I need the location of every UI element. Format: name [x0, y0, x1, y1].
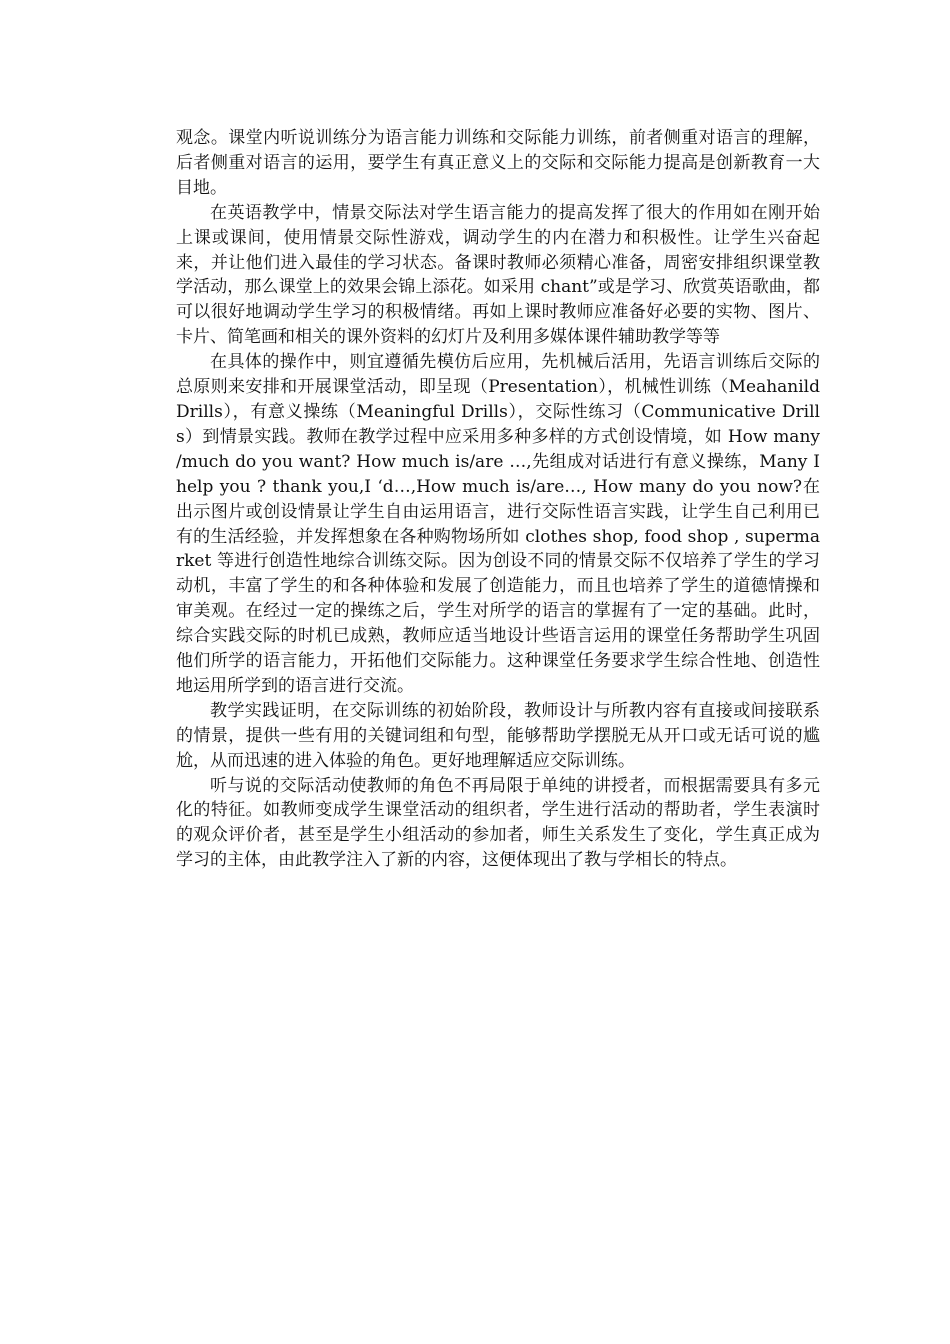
paragraph-continuation: 观念。课堂内听说训练分为语言能力训练和交际能力训练，前者侧重对语言的理解，后者侧重对语言的运用，要学生有真正意义上的交际和交际能力提高是创新教育一大目地。 [176, 128, 820, 198]
paragraph-teaching-practice: 教学实践证明，在交际训练的初始阶段，教师设计与所教内容有直接或间接联系的情景，提供一些有用的关键词组和句型，能够帮助学摆脱无从开口或无话可说的尴尬，从而迅速的进入体验的角色。更好地理解适应交际训练。 [176, 700, 820, 771]
paragraph-teacher-role: 听与说的交际活动使教师的角色不再局限于单纯的讲授者，而根据需要具有多元化的特征。如教师变成学生课堂活动的组织者，学生进行活动的帮助者，学生表演时的观众评价者，甚至是学生小组活动的参加者，师生关系发生了变化，学生真正成为学习的主体，由此教学注入了新的内容，这便体现出了教与学相长的特点。 [176, 775, 820, 871]
paragraph-situational-communication: 在英语教学中，情景交际法对学生语言能力的提高发挥了很大的作用如在刚开始上课或课间，使用情景交际性游戏，调动学生的内在潜力和积极性。让学生兴奋起来，并让他们进入最佳的学习状态。备课时教师必须精心准备，周密安排组织课堂教学活动，那么课堂上的效果会锦上添花。如采用 chant”或是学习、欣赏英语歌曲，都可以很好地调动学生学习的积极情绪。再如上课时教师应准备好必要的实物、图片、卡片、简笔画和相关的课外资料的幻灯片及利用多媒体课件辅助教学等等 [176, 202, 820, 348]
document-body [176, 126, 820, 873]
paragraph-specific-operation: 在具体的操作中，则宜遵循先模仿后应用，先机械后活用，先语言训练后交际的总原则来安排和开展课堂活动，即呈现（Presentation），机械性训练（Meahanild Drills），有意义操练（Meaningful Drills），交际性练习（Communicative Drills）到情景实践。教师在教学过程中应采用多种多样的方式创设情境，如 How many /much do you want? How much is/are …,先组成对话进行有意义操练，Many I help you ? thank you,I ‘d…,How much is/are…, How many do you now?在出示图片或创设情景让学生自由运用语言，进行交际性语言实践，让学生自己利用已有的生活经验，并发挥想象在各种购物场所如 clothes shop, food shop , supermarket 等进行创造性地综合训练交际。因为创设不同的情景交际不仅培养了学生的学习动机，丰富了学生的和各种体验和发展了创造能力，而且也培养了学生的道德情操和审美观。在经过一定的操练之后，学生对所学的语言的掌握有了一定的基础。此时，综合实践交际的时机已成熟，教师应适当地设计些语言运用的课堂任务帮助学生巩固他们所学的语言能力，开拓他们交际能力。这种课堂任务要求学生综合性地、创造性地运用所学到的语言进行交流。 [176, 352, 820, 696]
